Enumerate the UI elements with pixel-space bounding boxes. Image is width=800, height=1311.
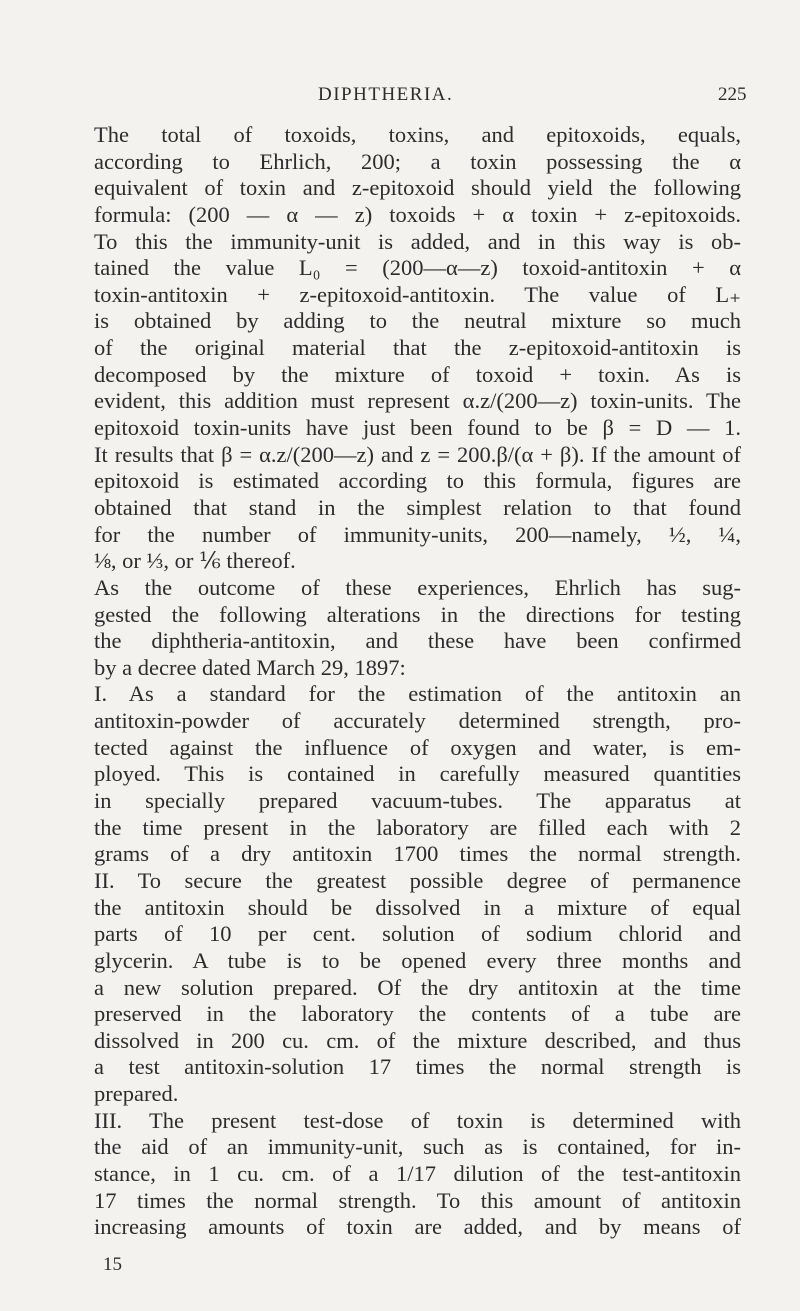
text-line: grams of a dry antitoxin 1700 times the normal strength. xyxy=(94,841,741,867)
text-line: epitoxoid toxin-units have just been found to be β = D — 1. xyxy=(94,415,741,441)
text-line: stance, in 1 cu. cm. of a 1/17 dilution of the test-antitoxin xyxy=(94,1160,741,1186)
text-line: tained the value L₀ = (200—α—z) toxoid-antitoxin + α xyxy=(94,255,741,281)
text-line: gested the following alterations in the directions for testing xyxy=(94,601,741,627)
signature-mark: 15 xyxy=(103,1254,122,1275)
text-line: II. To secure the greatest possible degree of permanence xyxy=(94,867,741,893)
text-line: the time present in the laboratory are filled each with 2 xyxy=(94,814,741,840)
text-line: for the number of immunity-units, 200—namely, ½, ¼, xyxy=(94,521,741,547)
text-line: dissolved in 200 cu. cm. of the mixture described, and thus xyxy=(94,1027,741,1053)
text-line: a new solution prepared. Of the dry antitoxin at the time xyxy=(94,974,741,1000)
text-line: epitoxoid is estimated according to this formula, figures are xyxy=(94,468,741,494)
text-line: 17 times the normal strength. To this amount of antitoxin xyxy=(94,1187,741,1213)
text-line: The total of toxoids, toxins, and epitoxoids, equals, xyxy=(94,122,741,147)
text-line: decomposed by the mixture of toxoid + toxin. As is xyxy=(94,361,741,387)
text-line: To this the immunity-unit is added, and in this way is ob- xyxy=(94,228,741,254)
text-line: parts of 10 per cent. solution of sodium chlorid and xyxy=(94,921,741,947)
text-line: preserved in the laboratory the contents of a tube are xyxy=(94,1001,741,1027)
text-line: formula: (200 — α — z) toxoids + α toxin + z-epitoxoids. xyxy=(94,201,741,227)
text-line: evident, this addition must represent α.z/(200—z) toxin-units. The xyxy=(94,388,741,414)
text-line: the diphtheria-antitoxin, and these have been confirmed xyxy=(94,628,741,654)
page-header xyxy=(0,84,800,114)
text-line: As the outcome of these experiences, Ehrlich has sug- xyxy=(94,574,741,600)
text-line: prepared. xyxy=(94,1081,179,1107)
text-line: in specially prepared vacuum-tubes. The apparatus at xyxy=(94,788,741,814)
text-line: ployed. This is contained in carefully measured quantities xyxy=(94,761,741,787)
text-line: ⅛, or ⅓, or ⅙ thereof. xyxy=(94,548,296,574)
text-line: glycerin. A tube is to be opened every three months and xyxy=(94,947,741,973)
text-line: the antitoxin should be dissolved in a mixture of equal xyxy=(94,894,741,920)
text-body xyxy=(94,122,741,1241)
text-line: a test antitoxin-solution 17 times the normal strength is xyxy=(94,1054,741,1080)
text-line: according to Ehrlich, 200; a toxin possessing the α xyxy=(94,148,741,174)
text-line: tected against the influence of oxygen and water, is em- xyxy=(94,734,741,760)
text-line: of the original material that the z-epitoxoid-antitoxin is xyxy=(94,335,741,361)
text-line: antitoxin-powder of accurately determined strength, pro- xyxy=(94,708,741,734)
text-line: by a decree dated March 29, 1897: xyxy=(94,654,406,680)
text-line: increasing amounts of toxin are added, and by means of xyxy=(94,1214,741,1240)
text-line: toxin-antitoxin + z-epitoxoid-antitoxin. The value of L₊ xyxy=(94,281,741,307)
text-line: equivalent of toxin and z-epitoxoid should yield the following xyxy=(94,175,741,201)
text-line: I. As a standard for the estimation of the antitoxin an xyxy=(94,681,741,707)
text-line: III. The present test-dose of toxin is determined with xyxy=(94,1107,741,1133)
text-line: obtained that stand in the simplest relation to that found xyxy=(94,494,741,520)
page-number: 225 xyxy=(718,84,747,105)
running-title: DIPHTHERIA. xyxy=(318,84,454,105)
text-line: is obtained by adding to the neutral mixture so much xyxy=(94,308,741,334)
text-line: It results that β = α.z/(200—z) and z = 200.β/(α + β). If the amount of xyxy=(94,441,741,467)
text-line: the aid of an immunity-unit, such as is contained, for in- xyxy=(94,1134,741,1160)
